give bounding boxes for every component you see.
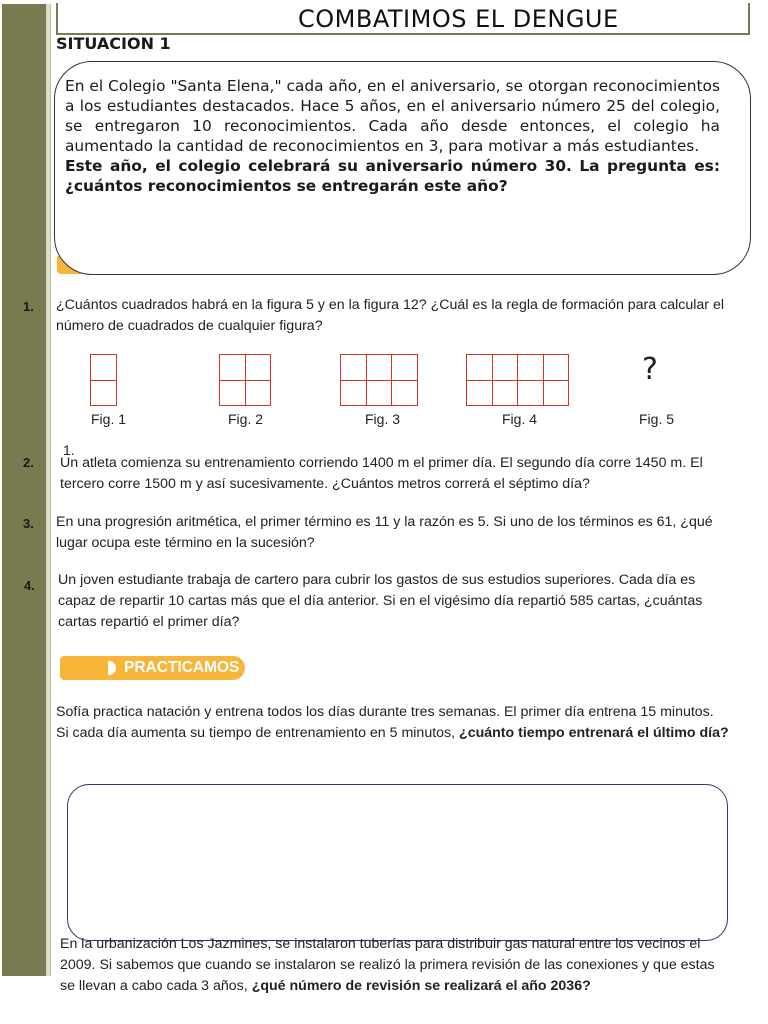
question-number: 4. — [24, 578, 35, 593]
figure-square — [219, 380, 246, 407]
question-number: 2. — [23, 455, 34, 470]
question-text: Un atleta comienza su entrenamiento corriendo 1400 m el primer día. El segundo día corre 1450 m. El tercero corre 1500 m y así sucesivamente. ¿Cuántos metros correrá el séptimo día? — [60, 455, 703, 492]
figure-square — [391, 380, 418, 407]
figure-label: Fig. 4 — [502, 411, 538, 427]
figure-square — [543, 380, 570, 407]
figure-label: Fig. 2 — [228, 411, 264, 427]
sidebar-band — [2, 4, 49, 976]
figure-square — [466, 354, 493, 381]
situation-box — [54, 61, 751, 275]
figure-square — [245, 354, 272, 381]
sidebar-stripe — [47, 4, 50, 976]
final-problem-text: En la urbanización Los Jazmines, se instalaron tuberías para distribuir gas natural entre los vecinos el 2009. Si sabemos que cuando se instalaron se realizó la primera revisión de las conexiones y que estas se llevan a cabo cada 3 años, — [60, 936, 715, 994]
unknown-figure-mark: ? — [642, 352, 658, 387]
figure-square — [90, 380, 117, 407]
question-number: 3. — [23, 516, 34, 531]
answer-box[interactable] — [67, 784, 728, 941]
practice-problem — [56, 702, 730, 744]
practice-problem-text: Sofía practica natación y entrena todos los días durante tres semanas. El primer día entrena 15 minutos. Si cada día aumenta su tiempo de entrenamiento en 5 minutos, — [56, 704, 714, 741]
situation-heading: SITUACION 1 — [56, 34, 171, 53]
figure-square — [366, 354, 393, 381]
practicamos-banner — [60, 656, 245, 680]
final-problem-question: ¿qué número de revisión se realizará el año 2036? — [251, 978, 591, 994]
figure-square — [466, 380, 493, 407]
page-title: COMBATIMOS EL DENGUE — [298, 5, 619, 33]
half-circle-icon — [108, 661, 116, 675]
practicamos-label: PRACTICAMOS — [124, 659, 240, 676]
figure-square — [517, 380, 544, 407]
figure-square — [245, 380, 272, 407]
question-text: En una progresión aritmética, el primer término es 11 y la razón es 5. Si uno de los términos es 61, ¿qué lugar ocupa este término en la sucesión? — [56, 514, 713, 551]
figure-square — [517, 354, 544, 381]
question-number: 1. — [23, 299, 34, 314]
figure-square — [340, 354, 367, 381]
question-text: ¿Cuántos cuadrados habrá en la figura 5 y en la figura 12? ¿Cuál es la regla de formación para calcular el número de cuadrados de cualquier figura? — [56, 297, 724, 334]
figure-square — [340, 380, 367, 407]
practice-problem-question: ¿cuánto tiempo entrenará el último día? — [459, 725, 729, 741]
question-subnumber: 1. — [63, 442, 75, 458]
figure-square — [492, 380, 519, 407]
situation-paragraph: En el Colegio "Santa Elena," cada año, en el aniversario, se otorgan reconocimientos a los estudiantes destacados. Hace 5 años, en el aniversario número 25 del colegio, se entregaron 10 reconocimientos. Cada año desde entonces, el colegio ha aumentado la cantidad de reconocimientos en 3, para motivar a más estudiantes. — [65, 77, 720, 155]
final-problem — [60, 934, 732, 997]
question-text: Un joven estudiante trabaja de cartero para cubrir los gastos de sus estudios superiores. Cada día es capaz de repartir 10 cartas más que el día anterior. Si en el vigésimo día repartió 585 cartas, ¿cuántas cartas repartió el primer día? — [58, 572, 703, 630]
page-header — [56, 3, 750, 35]
figure-square — [391, 354, 418, 381]
figure-label: Fig. 1 — [91, 411, 127, 427]
figure-label: Fig. 5 — [639, 411, 675, 427]
figure-square — [366, 380, 393, 407]
figure-square — [543, 354, 570, 381]
figure-square — [219, 354, 246, 381]
figure-label: Fig. 3 — [365, 411, 401, 427]
figure-square — [492, 354, 519, 381]
figure-square — [90, 354, 117, 381]
situation-question: Este año, el colegio celebrará su aniversario número 30. La pregunta es: ¿cuántos reconocimientos se entregarán este año? — [65, 157, 720, 195]
